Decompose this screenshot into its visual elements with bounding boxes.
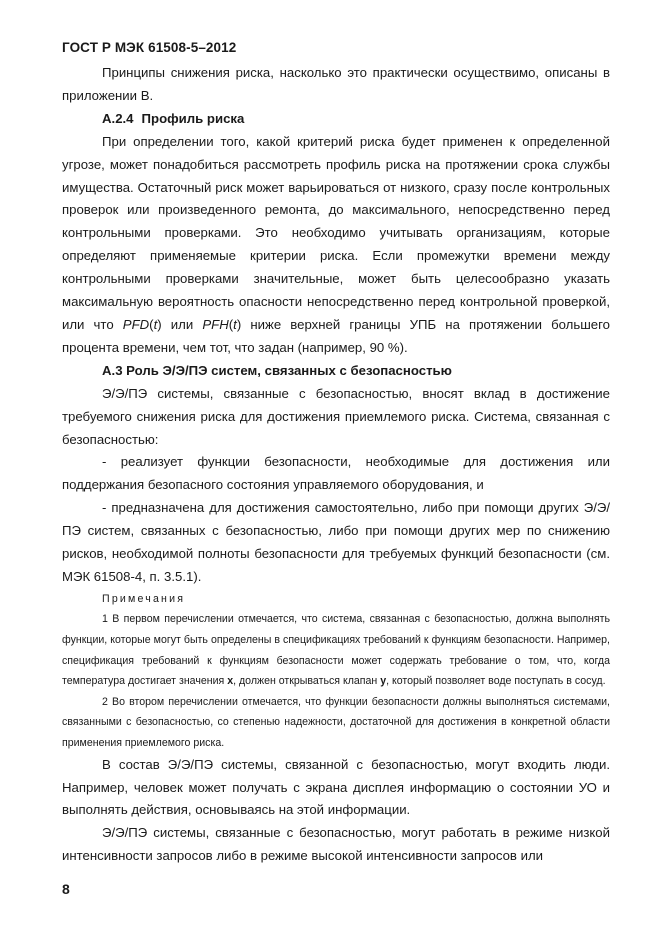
text-run: , который позволяет воде поступать в сосуд.	[386, 675, 606, 688]
variable-y: у	[380, 675, 387, 688]
section-heading-risk-profile	[62, 108, 610, 131]
text-run: При определении того, какой критерий риска будет применен к определенной угрозе, может понадобиться рассмотреть профиль риска на протяжении срока службы имущества. Остаточный риск может варьироваться от низкого, сразу после контрольных проверок или произведенного ремонта, до максимального, непосредственно перед контрольными проверками. Это необходимо учитывать организациям, которые определяют применяемые критерии риска. Если промежутки времени между контрольными проверками значительные, может быть целесообразно указать максимальную вероятность опасности непосредственно перед контрольной проверкой, или что	[62, 133, 610, 332]
term-t: t	[153, 316, 158, 332]
paragraph-safety-systems: Э/Э/ПЭ системы, связанные с безопасностью, вносят вклад в достижение требуемого снижения риска для достижения приемлемого риска. Система, связанная с безопасностью:	[62, 385, 610, 447]
paragraph-risk-reduction: Принципы снижения риска, насколько это практически осуществимо, описаны в приложении В.	[62, 65, 610, 103]
text-run: или	[161, 316, 203, 332]
note-1	[62, 609, 610, 691]
text-run: , должен открываться клапан	[233, 675, 381, 688]
note-2: 2 Во втором перечислении отмечается, что функции безопасности должны выполняться системами, связанными с безопасностью, со степенью надежности, достаточной для достижения в конкретной области применения приемлемого риска.	[62, 695, 610, 749]
document-header: ГОСТ Р МЭК 61508-5–2012	[62, 40, 237, 55]
section-title: Профиль риска	[141, 110, 245, 126]
page-number: 8	[62, 881, 70, 897]
paragraph-people: В состав Э/Э/ПЭ системы, связанной с безопасностью, могут входить люди. Например, человек может получать с экрана дисплея информацию о состоянии УО и выполнять действия, основываясь на этой информации.	[62, 756, 610, 818]
term-t: t	[233, 316, 237, 332]
term-pfh: PFH	[202, 316, 229, 332]
document-body	[62, 62, 610, 868]
paragraph-modes: Э/Э/ПЭ системы, связанные с безопасностью, могут работать в режиме низкой интенсивности запросов либо в режиме высокой интенсивности запросов или	[62, 825, 610, 864]
section-number: А.2.4	[102, 110, 134, 126]
text-run: ниже верхней границы УПБ на протяжении большего процента времени, чем тот, что задан (например, 90 %).	[62, 316, 610, 355]
section-heading-role: А.3 Роль Э/Э/ПЭ систем, связанных с безопасностью	[102, 362, 452, 378]
paragraph-risk-profile: При определении того, какой критерий риска будет применен к определенной угрозе, может понадобиться рассмотреть профиль риска на протяжении срока службы имущества. Остаточный риск может варьироваться от низкого, сразу после контрольных проверок или произведенного ремонта, до максимального, непосредственно перед контрольными проверками. Это необходимо учитывать организациям, которые определяют применяемые критерии риска. Если промежутки времени между контрольными проверками значительные, может быть целесообразно указать максимальную вероятность опасности непосредственно перед контрольной проверкой, или что PFD(t) или PFH(t) ниже верхней границы УПБ на протяжении большего процента времени, чем тот, что задан (например, 90 %).	[62, 133, 610, 355]
notes-block	[62, 589, 610, 754]
variable-x: х	[227, 675, 234, 688]
text-run: 1 В первом перечислении отмечается, что система, связанная с безопасностью, должна выполнять функции, которые могут быть определены в спецификациях требований к функциям безопасности. Например, спецификация требований к функциям безопасности может содержать требование о том, что, когда температура достигает значения	[62, 613, 610, 688]
list-item-intended: - предназначена для достижения самостоятельно, либо при помощи других Э/Э/ПЭ систем, связанных с безопасностью, либо при помощи других мер по снижению рисков, необходимой полноты безопасности для требуемых функций безопасности (см. МЭК 61508-4, п. 3.5.1).	[62, 500, 610, 584]
term-pfd: PFD	[122, 316, 150, 332]
list-item-implements: - реализует функции безопасности, необходимые для достижения или поддержания безопасного состояния управляемого оборудования, и	[62, 454, 610, 493]
notes-title: Примечания	[102, 592, 186, 605]
